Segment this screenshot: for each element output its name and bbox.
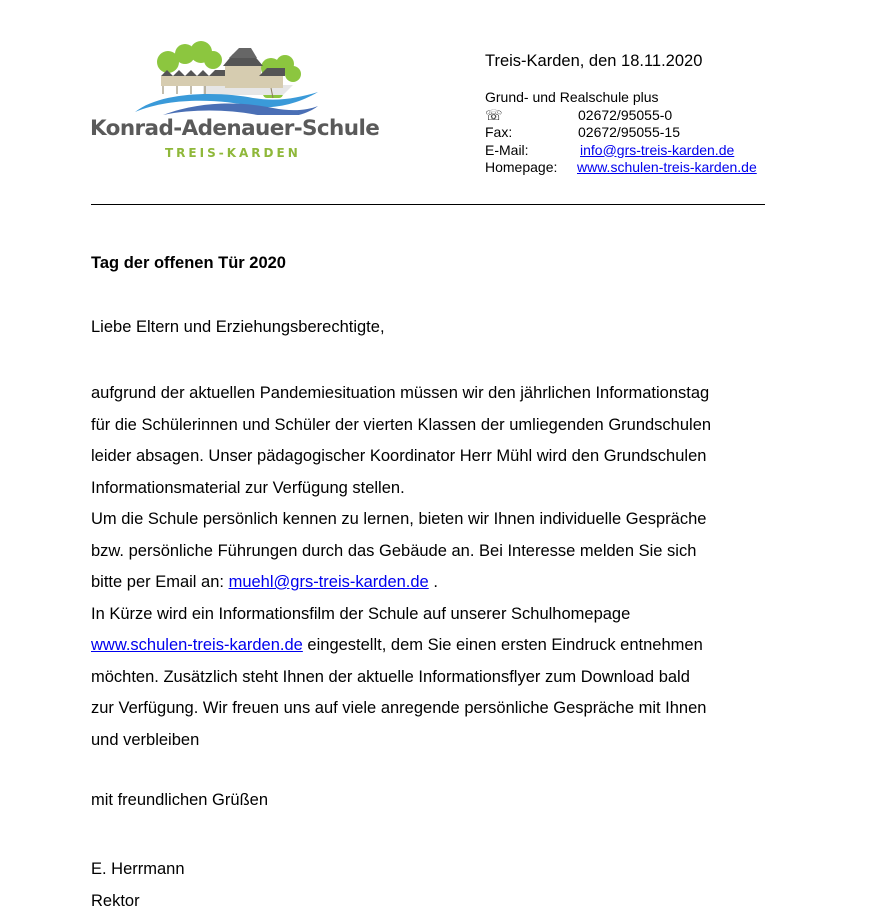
letter-closing: mit freundlichen Grüßen (91, 791, 268, 809)
phone-number: 02672/95055-0 (578, 106, 673, 123)
school-type-text: Grund- und Realschule plus (485, 89, 659, 105)
signer-name: E. Herrmann (91, 860, 185, 878)
homepage-label: Homepage: (485, 159, 558, 175)
body-line: Um die Schule persönlich kennen zu lernen, bieten wir Ihnen individuelle Gespräche (91, 510, 707, 528)
body-line: leider absagen. Unser pädagogischer Koordinator Herr Mühl wird den Grundschulen (91, 447, 707, 465)
body-line: zur Verfügung. Wir freuen uns auf viele anregende persönliche Gespräche mit Ihnen (91, 699, 707, 717)
homepage-link[interactable]: www.schulen-treis-karden.de (577, 159, 757, 175)
school-logo (88, 40, 380, 165)
body-line (91, 567, 791, 599)
school-homepage-link[interactable]: www.schulen-treis-karden.de (91, 636, 303, 654)
fax-number: 02672/95055-15 (578, 124, 680, 140)
body-line: aufgrund der aktuellen Pandemiesituation müssen wir den jährlichen Informationstag (91, 384, 710, 402)
body-line (91, 630, 791, 662)
river-wave-dark-icon (163, 104, 318, 115)
letter-date: Treis-Karden, den 18.11.2020 (485, 52, 703, 70)
email-label: E-Mail: (485, 141, 529, 158)
body-text: . (428, 573, 438, 591)
body-text: bitte per Email an: (91, 573, 229, 591)
logo-city: TREIS-KARDEN (165, 146, 301, 160)
body-line: für die Schülerinnen und Schüler der vierten Klassen der umliegenden Grundschulen (91, 415, 712, 434)
telephone-icon: ☏ (485, 106, 503, 123)
email-row (485, 142, 757, 160)
letter-salutation: Liebe Eltern und Erziehungsberechtigte, (91, 318, 385, 336)
letter-subject: Tag der offenen Tür 2020 (91, 254, 286, 272)
phone-row (485, 107, 757, 125)
school-building-illustration (133, 40, 323, 115)
school-type (485, 89, 757, 107)
letter-body (91, 378, 791, 756)
contact-block (485, 89, 757, 177)
fax-label: Fax: (485, 124, 513, 140)
signature-block (91, 854, 185, 917)
body-line: und verbleiben (91, 730, 200, 749)
homepage-row (485, 159, 757, 177)
body-line: Informationsmaterial zur Verfügung stellen. (91, 478, 405, 497)
header-divider (91, 204, 765, 205)
body-line: In Kürze wird ein Informationsfilm der Schule auf unserer Schulhomepage (91, 604, 631, 623)
coordinator-email-link[interactable]: muehl@grs-treis-karden.de (228, 573, 429, 591)
email-link[interactable]: info@grs-treis-karden.de (580, 141, 735, 158)
body-text: eingestellt, dem Sie einen ersten Eindruck entnehmen (302, 636, 703, 654)
body-line: möchten. Zusätzlich steht Ihnen der aktuelle Informationsflyer zum Download bald (91, 667, 690, 686)
fax-row (485, 124, 757, 142)
body-line: bzw. persönliche Führungen durch das Gebäude an. Bei Interesse melden Sie sich (91, 541, 697, 560)
logo-school-name: Konrad-Adenauer-Schule (90, 116, 380, 141)
signer-title: Rektor (91, 891, 140, 910)
